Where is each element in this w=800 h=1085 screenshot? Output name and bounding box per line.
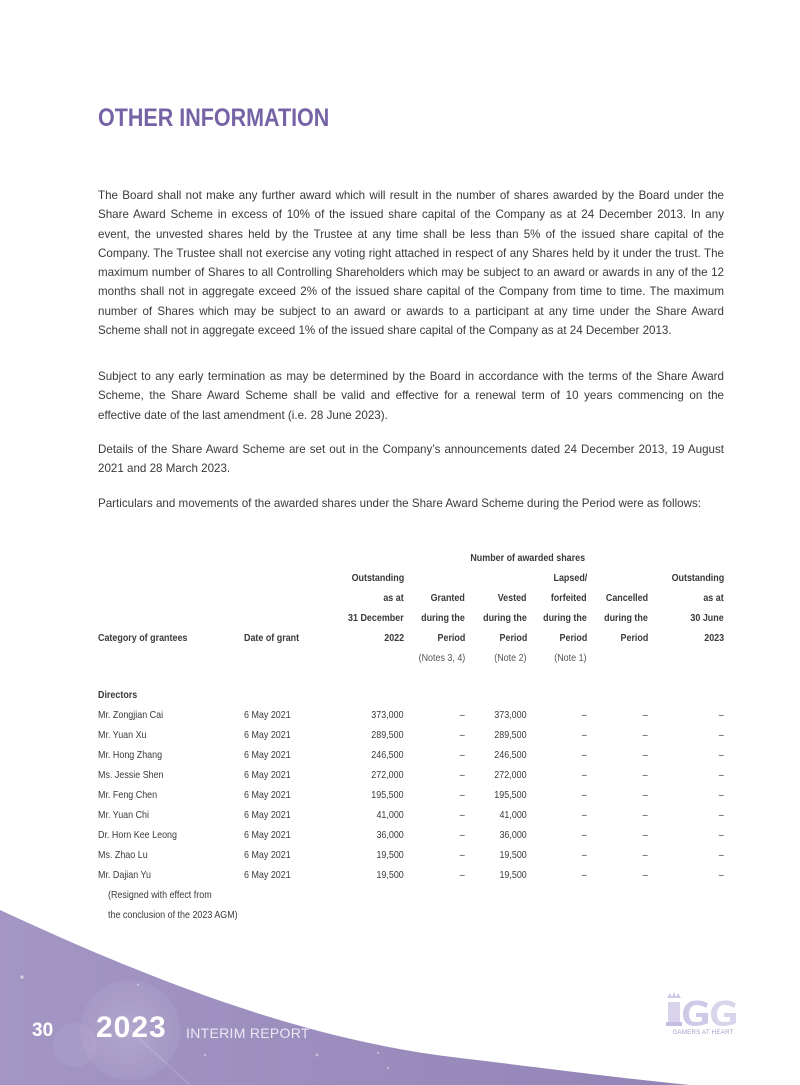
grantee-name: Dr. Horn Kee Leong — [98, 830, 177, 841]
cell-lapsed: – — [582, 830, 587, 841]
cell-granted: – — [460, 790, 465, 801]
cell-vested: 36,000 — [499, 830, 527, 841]
table-row — [98, 826, 726, 846]
grant-date: 6 May 2021 — [244, 710, 291, 721]
cell-granted: – — [460, 870, 465, 881]
header-category: Category of grantees — [98, 633, 188, 644]
cell-vested: 19,500 — [499, 850, 527, 861]
cell-vested: 373,000 — [494, 710, 527, 721]
header-outstanding-start: Outstanding as at 31 December 2022 — [348, 573, 404, 644]
page-number: 30 — [32, 1020, 54, 1041]
cell-outstanding-start: 289,500 — [371, 730, 404, 741]
cell-lapsed: – — [582, 770, 587, 781]
cell-vested: 246,500 — [494, 750, 527, 761]
logo-tagline: GAMERS AT HEART — [672, 1029, 734, 1036]
cell-lapsed: – — [582, 810, 587, 821]
footer-decorative-band — [0, 880, 800, 1085]
grant-date: 6 May 2021 — [244, 850, 291, 861]
cell-outstanding-end: – — [719, 810, 724, 821]
cell-cancelled: – — [643, 770, 648, 781]
cell-cancelled: – — [643, 830, 648, 841]
granted-note: (Notes 3, 4) — [418, 653, 465, 664]
section-label-directors: Directors — [98, 690, 138, 701]
table-row — [98, 766, 726, 786]
cell-outstanding-start: 195,500 — [371, 790, 404, 801]
cell-cancelled: – — [643, 810, 648, 821]
table-row — [98, 746, 726, 766]
table-row — [98, 706, 726, 726]
header-cancelled: Cancelled during the Period — [604, 593, 648, 644]
cell-granted: – — [460, 730, 465, 741]
grant-date: 6 May 2021 — [244, 750, 291, 761]
grant-date: 6 May 2021 — [244, 810, 291, 821]
cell-outstanding-start: 373,000 — [371, 710, 404, 721]
cell-outstanding-end: – — [719, 790, 724, 801]
cell-vested: 41,000 — [499, 810, 527, 821]
cell-cancelled: – — [643, 790, 648, 801]
cell-outstanding-end: – — [719, 730, 724, 741]
grantee-name: Mr. Feng Chen — [98, 790, 158, 801]
table-row — [98, 726, 726, 746]
cell-granted: – — [460, 750, 465, 761]
cell-vested: 272,000 — [494, 770, 527, 781]
page-title: OTHER INFORMATION — [98, 104, 330, 132]
cell-vested: 289,500 — [494, 730, 527, 741]
cell-cancelled: – — [643, 750, 648, 761]
paragraph-particulars: Particulars and movements of the awarded shares under the Share Award Scheme during the Period were as follows: — [98, 497, 701, 510]
cell-vested: 195,500 — [494, 790, 527, 801]
cell-outstanding-start: 19,500 — [376, 870, 404, 881]
cell-outstanding-end: – — [719, 750, 724, 761]
cell-outstanding-start: 41,000 — [376, 810, 404, 821]
header-lapsed: Lapsed/ forfeited during the Period (Note 1) — [507, 569, 587, 669]
grantee-name: Ms. Zhao Lu — [98, 850, 148, 861]
cell-outstanding-start: 272,000 — [371, 770, 404, 781]
cell-outstanding-end: – — [719, 710, 724, 721]
cell-granted: – — [460, 770, 465, 781]
grant-date: 6 May 2021 — [244, 770, 291, 781]
cell-cancelled: – — [643, 730, 648, 741]
grantee-name: Mr. Hong Zhang — [98, 750, 163, 761]
cell-lapsed: – — [582, 710, 587, 721]
cell-lapsed: – — [582, 850, 587, 861]
grantee-name: Mr. Yuan Xu — [98, 730, 147, 741]
grantee-name: Ms. Jessie Shen — [98, 770, 164, 781]
cell-granted: – — [460, 710, 465, 721]
paragraph-scheme-term: Subject to any early termination as may be determined by the Board in accordance with the terms of the Share Award Scheme, the Share Award Scheme shall be valid and effective for a renewal term of 10 years commencing on the effective date of the last amendment (i.e. 28 June 2023). — [98, 370, 724, 422]
cell-outstanding-end: – — [719, 850, 724, 861]
header-granted: Granted during the Period (Notes 3, 4) — [385, 589, 465, 669]
cell-granted: – — [460, 850, 465, 861]
footnote-resigned-line2: the conclusion of the 2023 AGM) — [108, 910, 238, 921]
cell-cancelled: – — [643, 710, 648, 721]
paragraph-announcements: Details of the Share Award Scheme are set out in the Company’s announcements dated 24 December 2013, 19 August 2021 and 28 March 2023. — [98, 443, 724, 476]
report-year: 2023 — [96, 1011, 167, 1044]
lapsed-note: (Note 1) — [554, 653, 587, 664]
cell-lapsed: – — [582, 750, 587, 761]
cell-outstanding-start: 36,000 — [376, 830, 404, 841]
table-row — [98, 846, 726, 866]
cell-granted: – — [460, 810, 465, 821]
cell-cancelled: – — [643, 870, 648, 881]
grant-date: 6 May 2021 — [244, 730, 291, 741]
table-row — [98, 806, 726, 826]
cell-outstanding-start: 246,500 — [371, 750, 404, 761]
header-vested: Vested during the Period (Note 2) — [447, 589, 527, 669]
grant-date: 6 May 2021 — [244, 830, 291, 841]
paragraph-award-limits: The Board shall not make any further award which will result in the number of shares awarded by the Board under the Share Award Scheme in excess of 10% of the issued share capital of the Company as at 24 December 2013. In any event, the unvested shares held by the Trustee at any time shall be less than 5% of the issued share capital of the Company. The Trustee shall not exercise any voting right attached in respect of any Shares held by it under the trust. The maximum number of Shares to all Controlling Shareholders which may be subject to an award or awards in any of the 12 months shall not in aggregate exceed 2% of the issued share capital of the Company from time to time. The maximum number of Shares which may be subject to an award or awards to a participant at any time under the Share Award Scheme shall not in aggregate exceed 1% of the issued share capital of the Company as at 24 December 2013. — [98, 189, 724, 338]
grantee-name: Mr. Dajian Yu — [98, 870, 151, 881]
grant-date: 6 May 2021 — [244, 870, 291, 881]
grant-date: 6 May 2021 — [244, 790, 291, 801]
cell-outstanding-end: – — [719, 830, 724, 841]
vested-note: (Note 2) — [494, 653, 527, 664]
cell-outstanding-end: – — [719, 870, 724, 881]
cell-vested: 19,500 — [499, 870, 527, 881]
table-row — [98, 786, 726, 806]
cell-lapsed: – — [582, 870, 587, 881]
cell-outstanding-end: – — [719, 770, 724, 781]
header-outstanding-end: Outstanding as at 30 June 2023 — [671, 573, 724, 644]
cell-cancelled: – — [643, 850, 648, 861]
header-date: Date of grant — [244, 633, 300, 644]
footnote-resigned-line1: (Resigned with effect from — [108, 890, 212, 901]
cell-outstanding-start: 19,500 — [376, 850, 404, 861]
report-label: INTERIM REPORT — [186, 1025, 310, 1041]
cell-granted: – — [460, 830, 465, 841]
group-header: Number of awarded shares — [470, 553, 586, 564]
cell-lapsed: – — [582, 790, 587, 801]
cell-lapsed: – — [582, 730, 587, 741]
grantee-name: Mr. Zongjian Cai — [98, 710, 164, 721]
grantee-name: Mr. Yuan Chi — [98, 810, 150, 821]
